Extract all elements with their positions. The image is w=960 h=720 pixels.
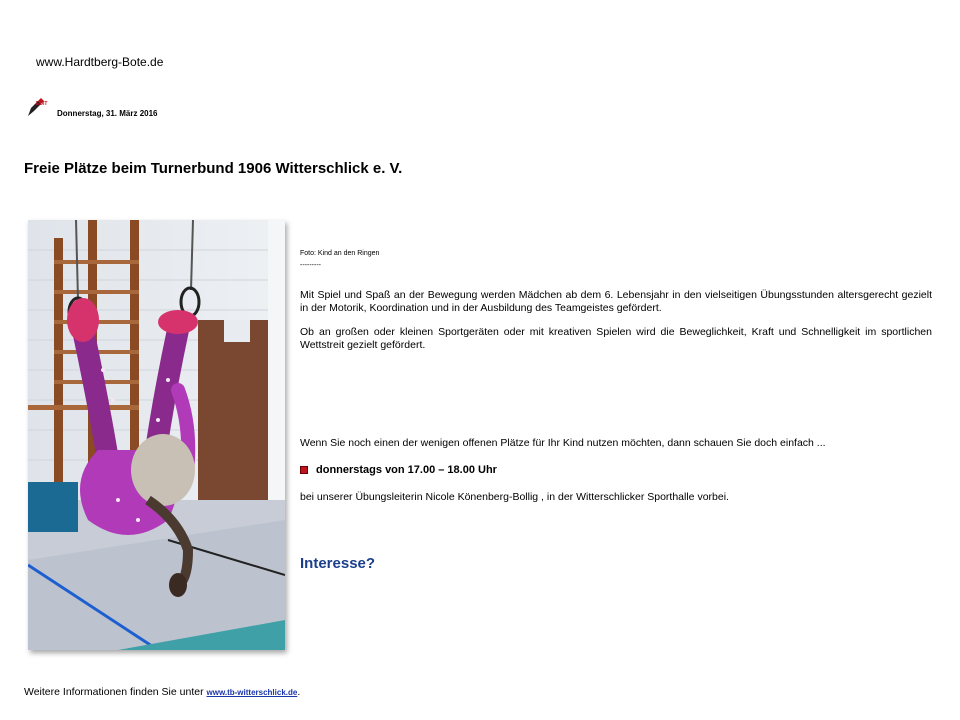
caption-rule: ---------	[300, 262, 321, 269]
edit-pencil-icon[interactable]	[26, 96, 48, 118]
footer-text: Weitere Informationen finden Sie unter	[24, 686, 207, 698]
interest-heading: Interesse?	[300, 555, 376, 572]
footer-website-link[interactable]: www.tb-witterschlick.de	[206, 688, 298, 697]
footer-info	[24, 686, 300, 698]
training-time-text: donnerstags von 17.00 – 18.00 Uhr	[316, 464, 497, 476]
article-paragraph-4: bei unserer Übungsleiterin Nicole Könenberg-Bollig , in der Witterschlicker Sporthalle vorbei.	[300, 491, 729, 503]
square-bullet-icon	[300, 466, 308, 474]
article-headline: Freie Plätze beim Turnerbund 1906 Witterschlick e. V.	[24, 160, 403, 177]
article-photo	[28, 220, 285, 650]
article-paragraph-2: Ob an großen oder kleinen Sportgeräten oder mit kreativen Spielen wird die Beweglichkeit, Kraft und Schnelligkeit im sportlichen Wettstreit gezielt gefördert.	[300, 326, 932, 351]
article-paragraph-1: Mit Spiel und Spaß an der Bewegung werden Mädchen ab dem 6. Lebensjahr in den vielseitigen Übungsstunden altersgerecht gezielt in der Motorik, Koordination und in der Ausbildung des Teamgeistes gefördert.	[300, 289, 932, 314]
article-paragraph-3: Wenn Sie noch einen der wenigen offenen Plätze für Ihr Kind nutzen möchten, dann schauen Sie doch einfach ...	[300, 437, 826, 449]
site-url[interactable]: www.Hardtberg-Bote.de	[36, 55, 164, 69]
training-time	[300, 464, 497, 476]
article-date: Donnerstag, 31. März 2016	[57, 109, 158, 118]
edit-label: EDIT	[36, 101, 48, 107]
footer-suffix: .	[297, 686, 301, 698]
photo-caption: Foto: Kind an den Ringen	[300, 250, 380, 257]
